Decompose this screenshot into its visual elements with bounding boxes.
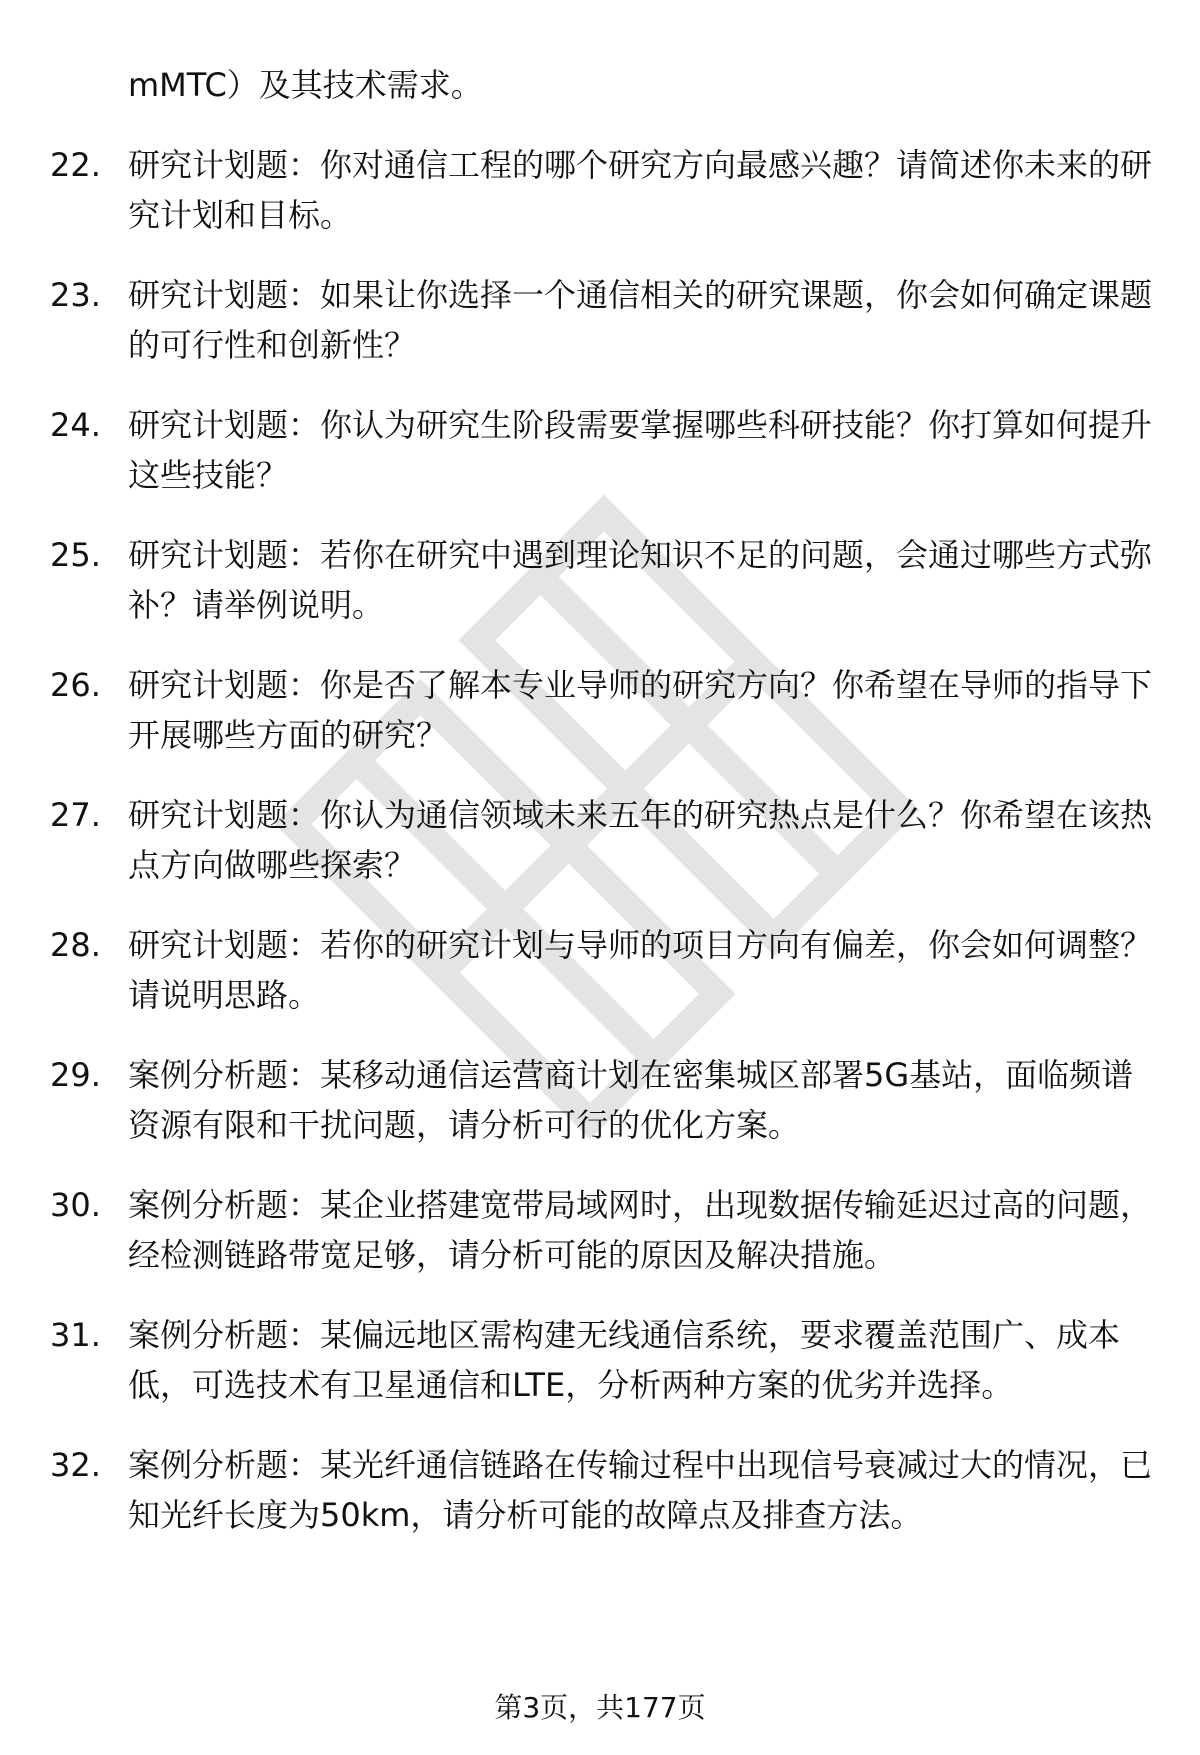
question-list	[0, 140, 1200, 1570]
question-number: 32.	[50, 1446, 101, 1484]
question-text: 研究计划题：你对通信工程的哪个研究方向最感兴趣？请简述你未来的研究计划和目标。	[128, 146, 1153, 234]
question-number: 30.	[50, 1186, 101, 1224]
question-item	[0, 790, 1200, 890]
question-item	[0, 1180, 1200, 1280]
question-item	[0, 270, 1200, 370]
question-text: 案例分析题：某光纤通信链路在传输过程中出现信号衰减过大的情况，已知光纤长度为50km，请分析可能的故障点及排查方法。	[128, 1446, 1153, 1534]
question-item	[0, 1310, 1200, 1410]
question-number: 31.	[50, 1316, 101, 1354]
question-item	[0, 1440, 1200, 1540]
question-number: 26.	[50, 666, 101, 704]
question-number: 24.	[50, 406, 101, 444]
question-item	[0, 920, 1200, 1020]
question-item	[0, 1050, 1200, 1150]
question-item	[0, 660, 1200, 760]
question-text: 研究计划题：若你在研究中遇到理论知识不足的问题，会通过哪些方式弥补？请举例说明。	[128, 536, 1153, 624]
question-number: 28.	[50, 926, 101, 964]
question-text: 案例分析题：某移动通信运营商计划在密集城区部署5G基站，面临频谱资源有限和干扰问题，请分析可行的优化方案。	[128, 1056, 1134, 1144]
question-text: 研究计划题：你是否了解本专业导师的研究方向？你希望在导师的指导下开展哪些方面的研究？	[128, 666, 1153, 754]
question-text: 案例分析题：某企业搭建宽带局域网时，出现数据传输延迟过高的问题，经检测链路带宽足够，请分析可能的原因及解决措施。	[128, 1186, 1153, 1274]
page-footer: 第3页，共177页	[494, 1691, 706, 1724]
question-number: 29.	[50, 1056, 101, 1094]
question-text: 研究计划题：如果让你选择一个通信相关的研究课题，你会如何确定课题的可行性和创新性？	[128, 276, 1153, 364]
question-text: 研究计划题：你认为通信领域未来五年的研究热点是什么？你希望在该热点方向做哪些探索？	[128, 796, 1153, 884]
question-number: 27.	[50, 796, 101, 834]
question-item	[0, 400, 1200, 500]
question-item	[0, 140, 1200, 240]
continuation-text: mMTC）及其技术需求。	[128, 66, 483, 104]
question-number: 22.	[50, 146, 101, 184]
question-text: 研究计划题：你认为研究生阶段需要掌握哪些科研技能？你打算如何提升这些技能？	[128, 406, 1153, 494]
question-item	[0, 530, 1200, 630]
question-number: 23.	[50, 276, 101, 314]
question-text: 案例分析题：某偏远地区需构建无线通信系统，要求覆盖范围广、成本低，可选技术有卫星通信和LTE，分析两种方案的优劣并选择。	[128, 1316, 1121, 1404]
question-number: 25.	[50, 536, 101, 574]
question-text: 研究计划题：若你的研究计划与导师的项目方向有偏差，你会如何调整？请说明思路。	[128, 926, 1153, 1014]
